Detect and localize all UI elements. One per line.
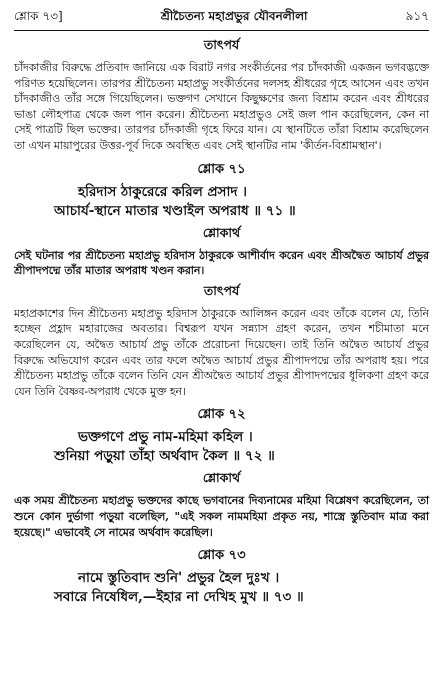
translation-heading: শ্লোকার্থ (202, 470, 241, 486)
page-number: ৯১৭ (405, 9, 429, 23)
translation-text: এক সময় শ্রীচৈতন্য মহাপ্রভু ভক্তদের কাছে ভগবানের দিব্যনামের মহিমা বিশ্লেষণ করেছিলেন, তা শুনে কোন দুর্ভাগা পড়ুয়া বলেছিল, "এই সকল নামমহিমা প্রকৃত নয়, শাস্ত্রে স্তুতিবাদ মাত্র করা হয়েছে।" এভাবেই সে নামের অর্থবাদ করেছিল। (14, 494, 429, 539)
verse-line: হরিদাস ঠাকুরেরে করিল প্রসাদ । (78, 183, 248, 200)
purport-text: মহাপ্রকাশের দিন শ্রীচৈতন্য মহাপ্রভু হরিদাস ঠাকুরকে আলিঙ্গন করেন এবং তাঁকে বলেন যে, তিনি হচ্ছেন প্রহ্লাদ মহারাজের অবতার। বিশ্বরূপ যখন সন্ন্যাস গ্রহণ করেন, তখন শচীমাতা মনে করেছিলেন যে, অদ্বৈত আচার্য প্রভু তাঁকে প্ররোচনা দিয়েছেন। তাই তিনি অদ্বৈত আচার্য প্রভুর বিরুদ্ধে অভিযোগ করেন এবং তার ফলে অদ্বৈত আচার্য প্রভুর শ্রীপাদপদ্মে তাঁর অপরাধ হয়। পরে শ্রীচৈতন্য মহাপ্রভু তাঁকে বলেন তিনি যেন শ্রীঅদ্বৈত আচার্য প্রভুর শ্রীপাদপদ্মের ধূলিকণা গ্রহণ করে যেন তিনি বৈষ্ণব-অপরাধ থেকে মুক্ত হন। (14, 306, 429, 398)
page-header (14, 8, 429, 28)
verse-number: শ্লোক ৭১ (197, 161, 246, 177)
header-verse-ref: শ্লোক ৭৩] (14, 9, 63, 23)
purport-heading: তাৎপর্য (203, 37, 240, 52)
purport-text: চাঁদকাজীর বিরুদ্ধে প্রতিবাদ জানিয়ে এক বিরাট নগর সংকীর্তনের পর চাঁদকাজী একজন ভগবদ্ভক্তে পরিণত হয়েছিলেন। তারপর শ্রীচৈতন্য মহাপ্রভু সংকীর্তনের দলসহ শ্রীধরের গৃহে আসেন এবং তখন চাঁদকাজীও তাঁর সঙ্গে গিয়েছিলেন। ভক্তগণ সেখানে কিছুক্ষণের জন্য বিশ্রাম করেন এবং শ্রীধরের ভাঙা লৌহপাত্র থেকে জল পান করেন। শ্রীচৈতন্য মহাপ্রভুও সেই জল পান করেছিলেন, কেন না সেই পাত্রটি ছিল ভক্তের। তারপর চাঁদকাজী গৃহে ফিরে যান। যে স্থানটিতে তাঁরা বিশ্রাম করেছিলেন তা এখন মায়াপুরের উত্তর-পূর্ব দিকে অবস্থিত এবং সেই স্থানটির নাম 'কীর্তন-বিশ্রামস্থান'। (14, 61, 429, 152)
header-chapter-title: শ্রীচৈতন্য মহাপ্রভুর যৌবনলীলা (160, 9, 308, 23)
verse-line: ভক্তগণে প্রভু নাম-মহিমা কহিল । (78, 429, 253, 446)
verse-line: নামে স্তুতিবাদ শুনি' প্রভুর হৈল দুঃখ । (78, 570, 280, 587)
verse-number: শ্লোক ৭৩ (197, 548, 246, 564)
translation-text: সেই ঘটনার পর শ্রীচৈতন্য মহাপ্রভু হরিদাস ঠাকুরকে আশীর্বাদ করেন এবং শ্রীঅদ্বৈত আচার্য প্রভুর শ্রীপাদপদ্মে তাঁর মাতার অপরাধ খণ্ডন করান। (14, 248, 429, 278)
header-rule (14, 30, 429, 31)
verse-line: শুনিয়া পড়ুয়া তাঁহা অর্থবাদ কৈল ॥ ৭২ ॥ (54, 448, 275, 465)
purport-heading: তাৎপর্য (203, 282, 240, 298)
verse-number: শ্লোক ৭২ (197, 407, 246, 423)
translation-heading: শ্লোকার্থ (202, 224, 241, 240)
verse-line: আচার্য-স্থানে মাতার খণ্ডাইল অপরাধ ॥ ৭১ ॥ (54, 202, 296, 219)
verse-line: সবারে নিষেধিল,—ইহার না দেখিহ মুখ ॥ ৭৩ ॥ (54, 589, 304, 606)
